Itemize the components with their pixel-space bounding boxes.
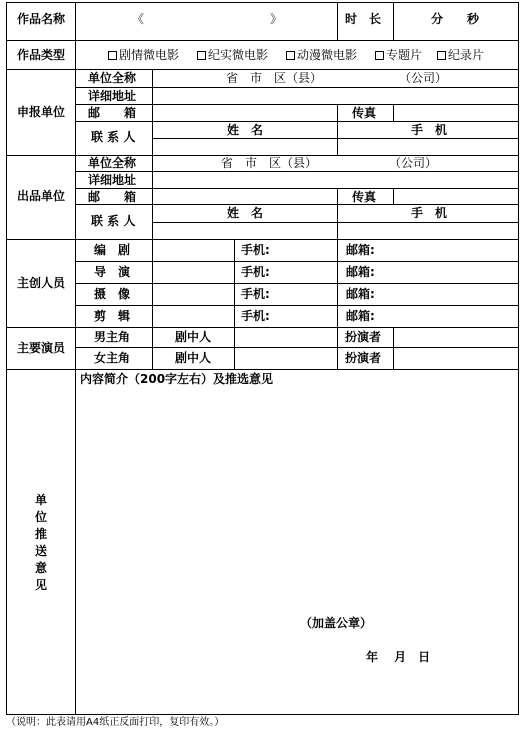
rule (75, 171, 519, 172)
type-option-documentary[interactable]: 纪录片 (437, 48, 484, 62)
applicant-postcode-label: 邮 箱 (88, 106, 137, 120)
creator-email-label: 邮箱: (346, 243, 375, 257)
rule (337, 188, 338, 239)
rule (518, 2, 519, 715)
rule (393, 188, 394, 204)
checkbox-icon[interactable] (286, 51, 295, 60)
creator-email-label: 邮箱: (346, 287, 375, 301)
creator-role-director: 导 演 (94, 265, 131, 279)
female-lead-label: 女主角 (94, 351, 131, 365)
rule (75, 87, 519, 88)
rule (6, 40, 519, 41)
type-option-animation[interactable]: 动漫微电影 (286, 48, 357, 62)
recommend-section-label: 单位推送意见 (34, 493, 47, 592)
applicant-full-name-hint: 省 市 区（县） (226, 71, 323, 85)
duration-unit: 分 秒 (431, 12, 480, 26)
rule (337, 104, 338, 155)
work-name-open-quote: 《 (132, 12, 145, 26)
producer-full-name-hint: 省 市 区（县） (221, 156, 318, 170)
footnote: （说明：此表请用A4纸正反面打印，复印有效。） (6, 717, 225, 728)
seal-note: （加盖公章） (300, 616, 373, 630)
producer-full-name-label: 单位全称 (88, 156, 137, 170)
rule (75, 305, 519, 306)
applicant-phone-label: 手 机 (411, 123, 448, 137)
rule (152, 239, 153, 369)
applicant-address-label: 详细地址 (88, 89, 137, 103)
producer-section-label: 出品单位 (17, 189, 66, 203)
creator-role-camera: 摄 像 (94, 287, 131, 301)
applicant-contact-label: 联 系 人 (91, 130, 136, 144)
creator-phone-label: 手机: (241, 265, 270, 279)
creators-section-label: 主创人员 (17, 276, 66, 290)
rule (6, 69, 519, 70)
actors-section-label: 主要演员 (17, 341, 66, 355)
creator-email-label: 邮箱: (346, 309, 375, 323)
rule (6, 369, 519, 370)
creator-phone-label: 手机: (241, 309, 270, 323)
rule (234, 239, 235, 369)
rule (152, 69, 153, 239)
rule (6, 714, 519, 715)
rule (393, 104, 394, 121)
creator-phone-label: 手机: (241, 243, 270, 257)
rule (75, 283, 519, 284)
rule (6, 2, 519, 3)
applicant-full-name-label: 单位全称 (88, 71, 137, 85)
producer-full-name-suffix: （公司） (389, 156, 438, 170)
creator-phone-label: 手机: (241, 287, 270, 301)
content-intro-label: 内容简介（200字左右）及推选意见 (80, 372, 274, 386)
character-label: 剧中人 (175, 351, 212, 365)
work-name-label: 作品名称 (17, 12, 66, 26)
producer-phone-label: 手 机 (411, 206, 448, 220)
rule (75, 204, 519, 205)
date-line: 年 月 日 (366, 650, 431, 664)
checkbox-icon[interactable] (375, 51, 384, 60)
checkbox-icon[interactable] (108, 51, 117, 60)
creator-role-writer: 编 剧 (94, 243, 131, 257)
producer-fax-label: 传真 (352, 190, 377, 204)
rule (75, 188, 519, 189)
type-option-feature[interactable]: 专题片 (375, 48, 422, 62)
type-option-drama[interactable]: 剧情微电影 (108, 48, 179, 62)
actor-label: 扮演者 (345, 330, 382, 344)
creator-role-editor: 剪 辑 (94, 309, 131, 323)
rule (337, 239, 338, 369)
applicant-fax-label: 传真 (352, 106, 377, 120)
rule (75, 261, 519, 262)
rule (337, 2, 338, 40)
rule (75, 121, 519, 122)
duration-label: 时 长 (345, 12, 382, 26)
producer-contact-label: 联 系 人 (91, 214, 136, 228)
actor-label: 扮演者 (345, 351, 382, 365)
creator-email-label: 邮箱: (346, 265, 375, 279)
applicant-name-label: 姓 名 (227, 123, 264, 137)
rule (393, 2, 394, 40)
rule (6, 327, 519, 328)
rule (75, 347, 519, 348)
rule (75, 2, 76, 715)
applicant-section-label: 申报单位 (17, 105, 66, 119)
male-lead-label: 男主角 (94, 330, 131, 344)
rule (6, 2, 7, 715)
rule (75, 104, 519, 105)
type-option-documentary-film[interactable]: 纪实微电影 (197, 48, 268, 62)
work-type-label: 作品类型 (17, 48, 66, 62)
checkbox-icon[interactable] (197, 51, 206, 60)
applicant-full-name-suffix: （公司） (399, 71, 448, 85)
rule (152, 222, 519, 223)
producer-address-label: 详细地址 (88, 173, 137, 187)
character-label: 剧中人 (175, 330, 212, 344)
rule (6, 239, 519, 240)
rule (393, 327, 394, 369)
producer-name-label: 姓 名 (227, 206, 264, 220)
work-name-close-quote: 》 (270, 12, 283, 26)
rule (152, 138, 519, 139)
checkbox-icon[interactable] (437, 51, 446, 60)
producer-postcode-label: 邮 箱 (88, 190, 137, 204)
